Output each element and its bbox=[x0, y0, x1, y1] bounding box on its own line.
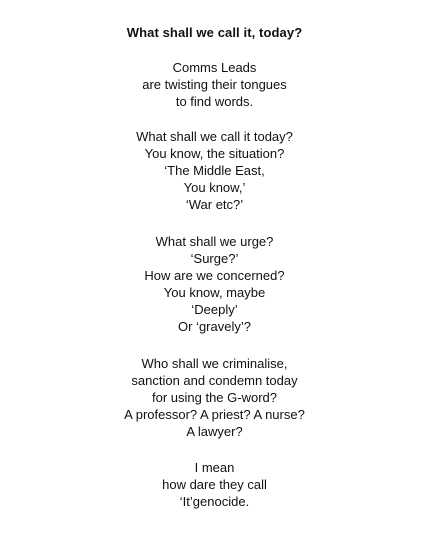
poem-line: Comms Leads bbox=[172, 60, 257, 75]
poem-line: Who shall we criminalise, bbox=[141, 356, 288, 371]
poem-line: to find words. bbox=[175, 94, 254, 109]
poem-line: How are we concerned? bbox=[144, 268, 285, 283]
stanza-3 bbox=[0, 233, 429, 335]
poem-line: I mean bbox=[194, 460, 235, 475]
poem-line: are twisting their tongues bbox=[142, 77, 287, 92]
stanza-2 bbox=[0, 128, 429, 213]
poem-line: A professor? A priest? A nurse? bbox=[124, 407, 305, 422]
stanza-5 bbox=[0, 459, 429, 510]
poem-line: ‘Deeply’ bbox=[191, 302, 238, 317]
poem-line: sanction and condemn today bbox=[131, 373, 298, 388]
stanza-1 bbox=[0, 59, 429, 110]
poem-line: for using the G-word? bbox=[151, 390, 277, 405]
poem-title: What shall we call it, today? bbox=[126, 25, 303, 40]
stanza-4 bbox=[0, 355, 429, 440]
poem-line: ‘It’genocide. bbox=[179, 494, 250, 509]
poem-line: You know,’ bbox=[183, 180, 246, 195]
poem-line: What shall we call it today? bbox=[136, 129, 293, 144]
poem-line: ‘The Middle East, bbox=[164, 163, 265, 178]
poem-line: how dare they call bbox=[162, 477, 267, 492]
poem-line: ‘War etc?’ bbox=[185, 197, 244, 212]
poem-line: Or ‘gravely’? bbox=[178, 319, 251, 334]
poem-line: A lawyer? bbox=[186, 424, 243, 439]
poem-line: You know, the situation? bbox=[144, 146, 285, 161]
poem-line: You know, maybe bbox=[163, 285, 266, 300]
poem-line: What shall we urge? bbox=[155, 234, 274, 249]
poem-line: ‘Surge?’ bbox=[190, 251, 239, 266]
